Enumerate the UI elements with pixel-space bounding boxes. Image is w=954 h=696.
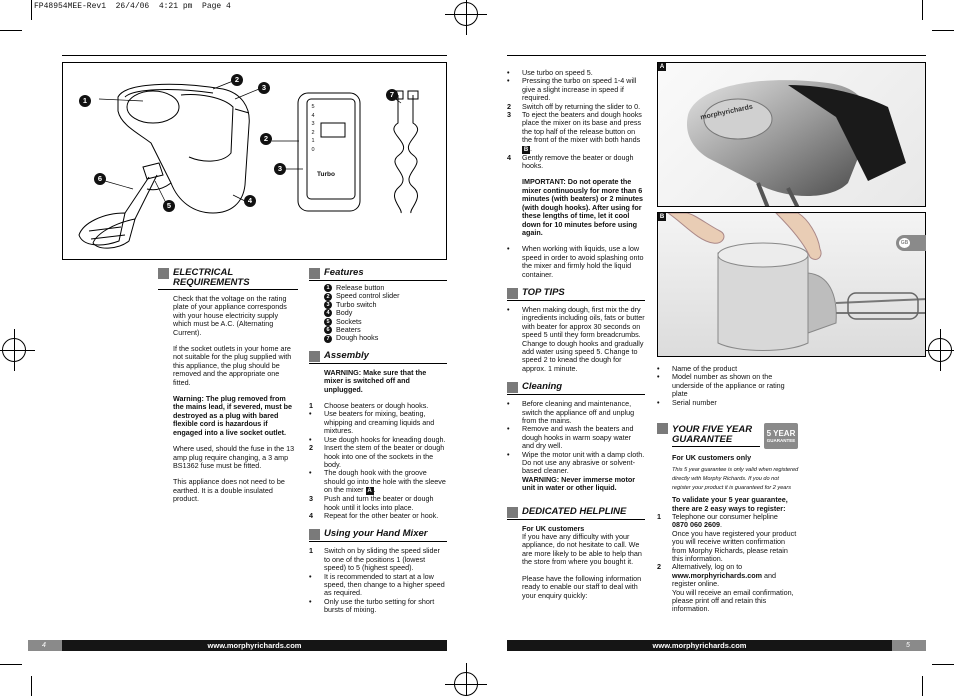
heading-marker [309, 268, 320, 279]
step-text: Push and turn the beater or dough hook until it locks into place. [324, 494, 434, 512]
crop-mark [922, 0, 923, 20]
bullet-text: The dough hook with the groove should go into the hole with the sleeve on the mixer [324, 468, 446, 495]
bullet-text: Serial number [672, 397, 717, 407]
bullet-text: Pressing the turbo on speed 1-4 will give a slight increase in speed if required. [522, 76, 637, 103]
features-heading [309, 268, 447, 281]
speed-0: 0 [311, 146, 315, 153]
register-url[interactable]: www.morphyrichards.com [672, 570, 762, 580]
turbo-label: Turbo [317, 171, 335, 178]
badge-top: 5 YEAR [766, 428, 796, 438]
diagram-callout-5: 5 [163, 200, 175, 212]
bullet-text: Before cleaning and maintenance, switch the appliance off and unplug from the mains. [522, 399, 635, 425]
features-heading-text: Features [324, 267, 364, 278]
header-rule-right [507, 55, 926, 56]
step-text-cont: Once you have registered your product you will receive written confirmation from Morphy Richards, please retain this information. [672, 528, 797, 564]
step-text: Telephone our consumer helpline [672, 512, 778, 521]
electrical-p2: If the socket outlets in your home are not suitable for the plug supplied with this appliance, the plug should be removed and the appropriate one fitted. [173, 344, 292, 387]
hands-eject-illustration [658, 213, 926, 357]
step-text-mid: and register online. [672, 570, 776, 589]
step-num: 1 [309, 401, 313, 411]
helpline-heading-text: DEDICATED HELPLINE [522, 505, 627, 517]
tips-bullet: • When making dough, first mix the dry ingredients including oils, fats or butter with beater for approx 30 seconds on speed 5 until they form breadcrumbs. Change to dough hooks and gradually add water using speed 5. Change to speed 2 to knead the dough for approx. 1 minute. [507, 304, 645, 373]
step-num: 1 [309, 546, 313, 556]
heading-marker [309, 529, 320, 540]
heading-marker [507, 382, 518, 393]
product-diagram [62, 62, 447, 260]
figure-ref-a: A [367, 488, 372, 495]
bullet-text: Remove and wash the beaters and dough hooks in warm soapy water and dry well. [522, 424, 634, 451]
heading-marker [309, 351, 320, 362]
print-slug: FP48954MEE-Rev1 26/4/06 4:21 pm Page 4 [34, 2, 231, 11]
feature-num: 6 [324, 326, 332, 334]
bullet-text: When working with liquids, use a low speed in order to avoid splashing onto the mixer and firmly hold the liquid container. [522, 244, 644, 279]
crop-mark [932, 30, 954, 31]
using-continued [507, 69, 645, 600]
photo-a [657, 62, 926, 207]
heading-marker [507, 288, 518, 299]
diagram-callout-1: 1 [79, 95, 91, 107]
feature-num: 1 [324, 284, 332, 292]
bullet-text: Model number as shown on the underside of the appliance or rating plate [672, 372, 785, 399]
bullet-text: Use beaters for mixing, beating, whipping and creaming liquids and mixtures. [324, 409, 435, 436]
features-section [309, 268, 447, 615]
guarantee-validate: To validate your 5 year guarantee, there are 2 easy ways to register: [672, 495, 788, 513]
using-bullet: • Only use the turbo setting for short bursts of mixing. [309, 598, 447, 615]
guarantee-badge [764, 423, 798, 449]
assembly-step [309, 444, 447, 469]
step-num: 1 [657, 512, 661, 521]
registration-mark [454, 672, 478, 696]
electrical-warning: Warning: The plug removed from the mains lead, if severed, must be destroyed as a plug with bared flexible cord is hazardous if engaged into a live socket outlet. [173, 394, 293, 437]
helpline-p2: Please have the following information ready to enable our staff to deal with your enquiry quickly: [522, 573, 642, 600]
using-step [507, 154, 645, 171]
diagram-callout-2-panel: 2 [260, 133, 272, 145]
cleaning-bullet: • Remove and wash the beaters and dough hooks in warm soapy water and dry well. [507, 425, 645, 450]
badge-bottom: GUARANTEE [766, 437, 796, 443]
guarantee-heading-text: YOUR FIVE YEAR GUARANTEE [672, 425, 760, 447]
crop-mark [932, 664, 954, 665]
guarantee-section [657, 423, 799, 614]
speed-4: 4 [311, 112, 315, 119]
helpline-uk: For UK customers [522, 523, 585, 533]
assembly-bullet: • The dough hook with the groove should go into the hole with the sleeve on the mixer A . [309, 468, 446, 495]
assembly-heading-text: Assembly [324, 349, 369, 361]
crop-mark [922, 676, 923, 696]
cleaning-heading-text: Cleaning [522, 381, 563, 393]
guarantee-note: This 5 year guarantee is only valid when registered directly with Morphy Richards. If you do not register your product it is guaranteed for 2 years [672, 467, 799, 491]
electrical-p3: Where used, should the fuse in the 13 amp plug require changing, a 3 amp BS1362 fuse must be fitted. [173, 444, 295, 470]
gb-language-tab [896, 235, 926, 251]
feature-label: Dough hooks [336, 333, 379, 343]
gb-tab-label: GB [900, 240, 909, 246]
bullet-text: When making dough, first mix the dry ingredients including oils, fats or butter with beater for approx 30 seconds on speed 5 until they form breadcrumbs. Change to dough hooks and gradually add water using speed 5. Change to speed 2 to knead the dough for approx. 1 minute. [522, 304, 645, 373]
assembly-bullet: • Use beaters for mixing, beating, whipping and creaming liquids and mixtures. [309, 410, 447, 435]
heading-marker [158, 268, 169, 279]
electrical-p1: Check that the voltage on the rating plate of your appliance corresponds with your house electricity supply which must be A.C. (Alternating Current). [173, 294, 287, 337]
feature-item [324, 334, 447, 342]
assembly-warning: WARNING: Make sure that the mixer is switched off and unplugged. [324, 367, 427, 394]
right-footer-url: www.morphyrichards.com [507, 640, 892, 651]
top-tips-heading-text: TOP TIPS [522, 286, 565, 298]
feature-num: 7 [324, 335, 332, 343]
guarantee-heading [657, 423, 799, 450]
step-text: Switch on by sliding the speed slider to one of the positions 1 (lowest speed) to 5 (highest speed). [324, 546, 440, 573]
using-step [309, 547, 447, 572]
guarantee-step [657, 563, 799, 613]
feature-num: 4 [324, 309, 332, 317]
bullet-text: Wipe the motor unit with a damp cloth. Do not use any abrasive or solvent-based cleaner. [522, 449, 645, 476]
bullet-text: Use turbo on speed 5. [522, 68, 593, 77]
left-page-number: 4 [28, 640, 62, 651]
using-bullet: • Use turbo on speed 5. [507, 68, 593, 77]
step-text: To eject the beaters and dough hooks place the mixer on its base and press the top half of the release button on the front of the mixer with both hands [522, 110, 642, 145]
electrical-heading-text: ELECTRICAL REQUIREMENTS [173, 267, 250, 288]
helpline-p1: If you have any difficulty with your appliance, do not hesitate to call. We are more likely to be able to help than the store from where you bought it. [522, 532, 642, 567]
left-footer-url: www.morphyrichards.com [62, 640, 447, 651]
crop-mark [31, 676, 32, 696]
using-bullet: • When working with liquids, use a low speed in order to avoid splashing onto the mixer and firmly hold the liquid container. [507, 244, 644, 279]
using-heading [309, 529, 447, 542]
using-step: 3 To eject the beaters and dough hooks place the mixer on its base and press the top half of the release button on the front of the mixer with both hands B . [507, 110, 642, 153]
feature-label: Beaters [336, 325, 361, 335]
feature-label: Turbo switch [336, 299, 377, 309]
step-text: Gently remove the beater or dough hooks. [522, 152, 634, 171]
feature-label: Body [336, 308, 353, 318]
photo-brand-logo: morphyrichards [699, 103, 754, 122]
step-num: 2 [309, 443, 313, 453]
cleaning-bullet: • Before cleaning and maintenance, switch the appliance off and unplug from the mains. [507, 400, 645, 425]
info-bullet: • Model number as shown on the underside of the appliance or rating plate [657, 373, 795, 398]
step-text: Alternatively, log on to [672, 562, 743, 572]
speed-3: 3 [311, 121, 315, 128]
registration-mark [2, 338, 26, 362]
mixer-photo-illustration [658, 63, 926, 207]
helpline-heading [507, 507, 645, 520]
using-bullet: • Pressing the turbo on speed 1-4 will give a slight increase in speed if required. [507, 77, 645, 102]
photo-b [657, 212, 926, 357]
cleaning-bullet: • Wipe the motor unit with a damp cloth. Do not use any abrasive or solvent-based cleaner. [507, 449, 645, 476]
speed-2: 2 [311, 129, 315, 136]
registration-mark [928, 338, 952, 362]
speed-scale [309, 103, 317, 155]
assembly-step [309, 495, 447, 512]
cleaning-warning: WARNING: Never immerse motor unit in water or other liquid. [522, 474, 636, 493]
bullet-text: Name of the product [672, 364, 738, 373]
bullet-text: Use dough hooks for kneading dough. [324, 434, 446, 444]
step-num: 3 [309, 494, 313, 504]
step-text: Insert the stem of the beater or dough hook into one of the sockets in the body. [324, 443, 445, 469]
diagram-callout-2: 2 [231, 74, 243, 86]
heading-marker [507, 507, 518, 518]
feature-label: Speed control slider [336, 291, 400, 301]
helpline-phone[interactable]: 0870 060 2609 [672, 520, 720, 530]
feature-num: 2 [324, 293, 332, 301]
header-rule-left [62, 55, 447, 56]
diagram-callout-3-panel: 3 [274, 163, 286, 175]
step-num: 4 [309, 510, 313, 520]
assembly-bullet: • Use dough hooks for kneading dough. [309, 434, 446, 444]
speed-5: 5 [311, 104, 315, 110]
guarantee-step: 1 Telephone our consumer helpline 0870 060 2609. Once you have registered your product you will receive written confirmation from Morphy Richards, please retain this information. [657, 512, 797, 564]
feature-label: Sockets [336, 316, 362, 326]
speed-1: 1 [311, 138, 315, 145]
using-bullet: • It is recommended to start at a low speed, then change to a higher speed as required. [309, 573, 447, 598]
diagram-callout-7: 7 [386, 89, 398, 101]
step-text: Switch off by returning the slider to 0. [522, 101, 641, 111]
crop-mark [0, 30, 22, 31]
diagram-callout-6: 6 [94, 173, 106, 185]
assembly-heading [309, 351, 447, 364]
diagram-callout-3: 3 [258, 82, 270, 94]
crop-mark [31, 0, 32, 20]
product-info [657, 365, 795, 407]
step-num: 4 [507, 152, 511, 162]
heading-marker [657, 423, 668, 434]
top-tips-heading [507, 288, 645, 301]
electrical-heading [158, 268, 298, 290]
feature-num: 5 [324, 318, 332, 326]
info-bullet: • Name of the product [657, 364, 738, 373]
step-text-cont: You will receive an email confirmation, please print off and retain this information. [672, 587, 794, 614]
cleaning-heading [507, 382, 645, 395]
bullet-text: It is recommended to start at a low speed, then change to a higher speed as required. [324, 571, 445, 598]
right-page-number: 5 [892, 640, 926, 651]
assembly-step [309, 512, 447, 520]
bullet-text: Only use the turbo setting for short bursts of mixing. [324, 596, 435, 615]
important-notice: IMPORTANT: Do not operate the mixer continuously for more than 6 minutes (with beaters) or 2 minutes (with dough hooks). After using for these lengths of time, let it cool down for 10 minutes before using again. [522, 177, 644, 237]
electrical-p4: This appliance does not need to be earthed. It is a double insulated product. [173, 477, 285, 504]
step-num: 3 [507, 110, 511, 120]
figure-ref-b: B [523, 146, 529, 153]
features-list [309, 284, 447, 343]
photo-b-label: B [659, 214, 665, 220]
step-num: 2 [657, 562, 661, 572]
guarantee-uk: For UK customers only [672, 453, 752, 462]
photo-a-label: A [659, 64, 665, 70]
step-text: Repeat for the other beater or hook. [324, 510, 439, 520]
info-bullet: • Serial number [657, 397, 717, 407]
step-text: Choose beaters or dough hooks. [324, 401, 429, 411]
registration-mark [454, 2, 478, 26]
electrical-section [158, 268, 298, 504]
crop-mark [0, 664, 22, 665]
feature-num: 3 [324, 301, 332, 309]
step-num: 2 [507, 101, 511, 111]
feature-label: Release button [336, 283, 385, 292]
diagram-callout-4: 4 [244, 195, 256, 207]
using-heading-text: Using your Hand Mixer [324, 528, 428, 540]
